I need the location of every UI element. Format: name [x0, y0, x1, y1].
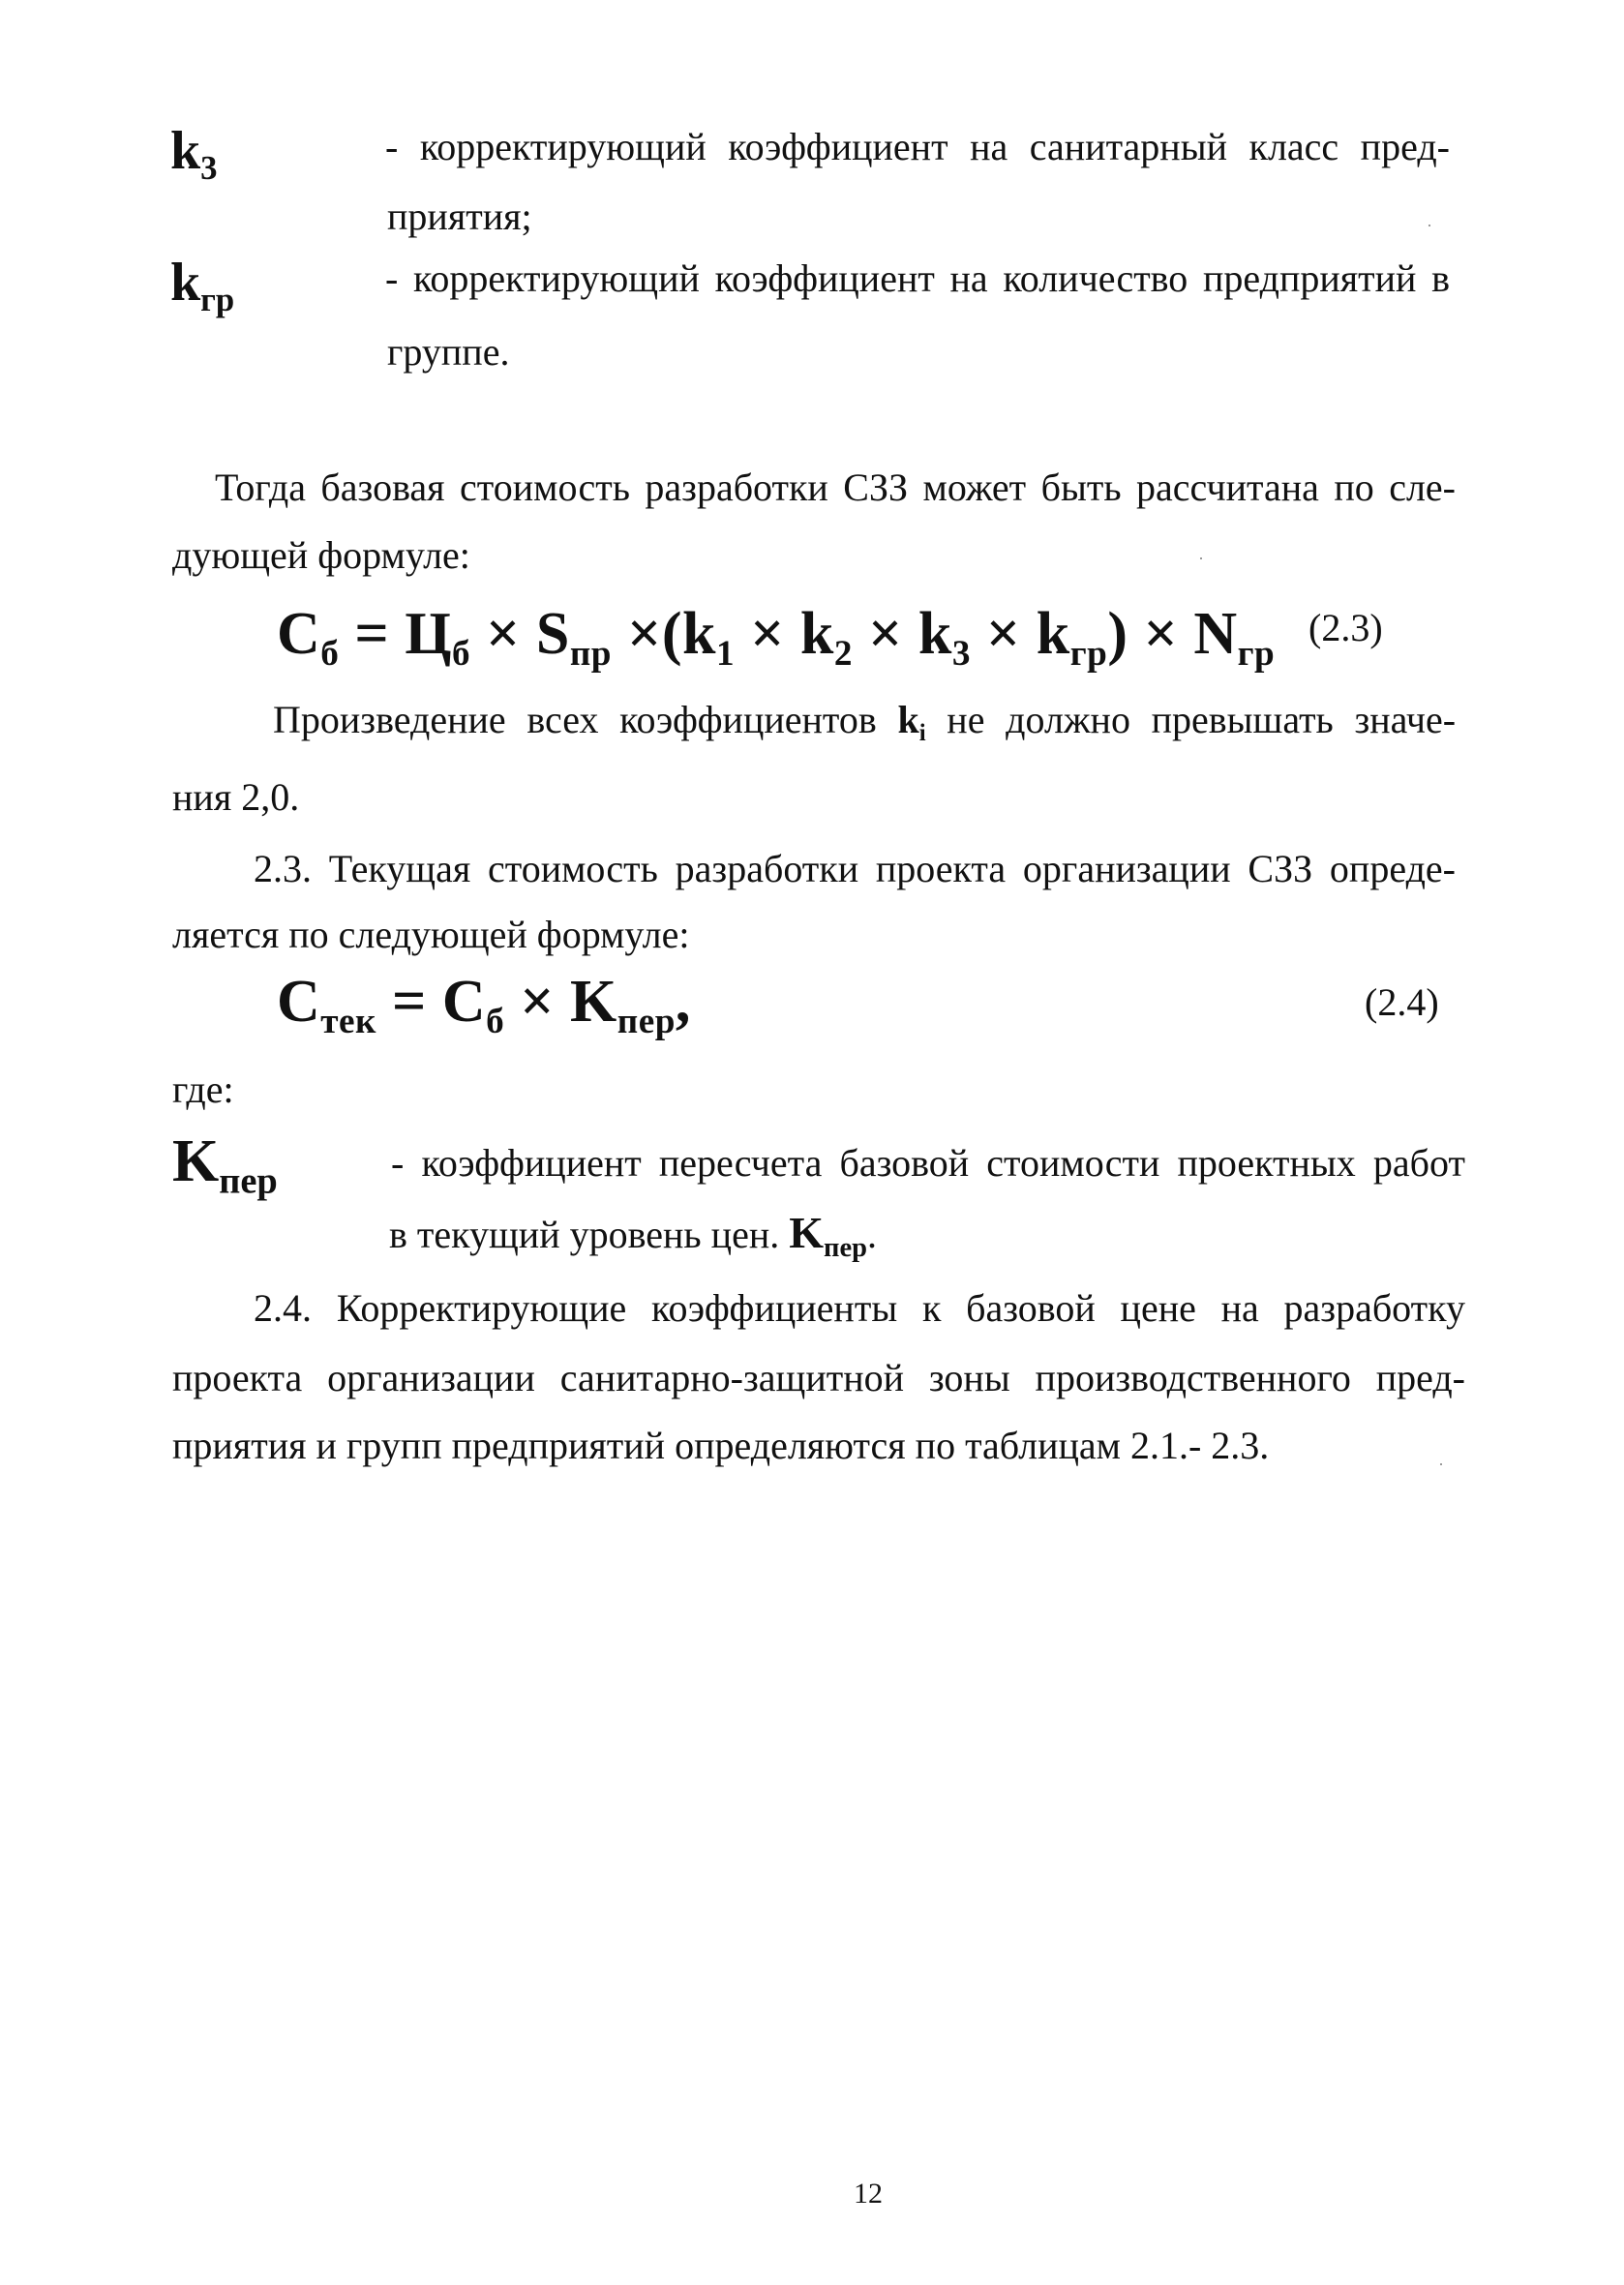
symbol-kgr: $k_{гр}$ [170, 253, 235, 319]
symbol-kper: $K_{пер}$ [172, 1128, 278, 1202]
equation-number-2-3: (2.3) [1308, 606, 1383, 649]
formula-2-4: $C_{тек} = C_б \times K_{пер}$, [277, 969, 691, 1041]
where-label: где: [172, 1067, 234, 1111]
paragraph-4-line2: проекта организации санитарно-защитной зоны производственного пред- [172, 1356, 1465, 1399]
paragraph-4-line1: 2.4. Корректирующие коэффициенты к базовой цене на разработку [254, 1286, 1465, 1330]
paragraph-2-line1: Произведение всех коэффициентов $k_i$ не должно превышать значе- [273, 698, 1457, 746]
scan-speck [1440, 1463, 1442, 1465]
definition-kper-line2: в текущий уровень цен. $K_{пер}$. [389, 1208, 877, 1264]
paragraph-3-line2: ляется по следующей формуле: [172, 913, 690, 956]
paragraph-3-line1: 2.3. Текущая стоимость разработки проекта организации СЗЗ опреде- [254, 847, 1456, 890]
paragraph-1-line2: дующей формуле: [172, 533, 470, 577]
scan-speck [1200, 557, 1202, 559]
definition-k3-line1: - корректирующий коэффициент на санитарный класс пред- [385, 125, 1450, 168]
definition-kgr-line1: - корректирующий коэффициент на количество предприятий в [385, 256, 1450, 300]
definition-kgr-line2: группе. [387, 330, 510, 374]
scan-speck [1429, 225, 1430, 226]
formula-2-3: $C_б = Ц_б \times S_{пр} \times(k_1 \times k_2 \times k_3 \times k_{гр}) \times N_{гр}$ [277, 601, 1276, 674]
inline-symbol-ki: $k_i$ [897, 698, 926, 746]
paragraph-4-line3: приятия и групп предприятий определяются по таблицам 2.1.- 2.3. [172, 1424, 1270, 1467]
paragraph-1-line1: Тогда базовая стоимость разработки СЗЗ может быть рассчитана по сле- [215, 466, 1456, 509]
symbol-k3: $k_3$ [170, 121, 218, 188]
equation-number-2-4: (2.4) [1365, 980, 1439, 1024]
page-number: 12 [854, 2178, 883, 2210]
definition-kper-line1: - коэффициент пересчета базовой стоимости проектных работ [391, 1141, 1465, 1185]
inline-symbol-kper: $K_{пер}$ [789, 1208, 867, 1264]
paragraph-2-line2: ния 2,0. [172, 775, 300, 819]
definition-k3-line2: приятия; [387, 195, 532, 238]
